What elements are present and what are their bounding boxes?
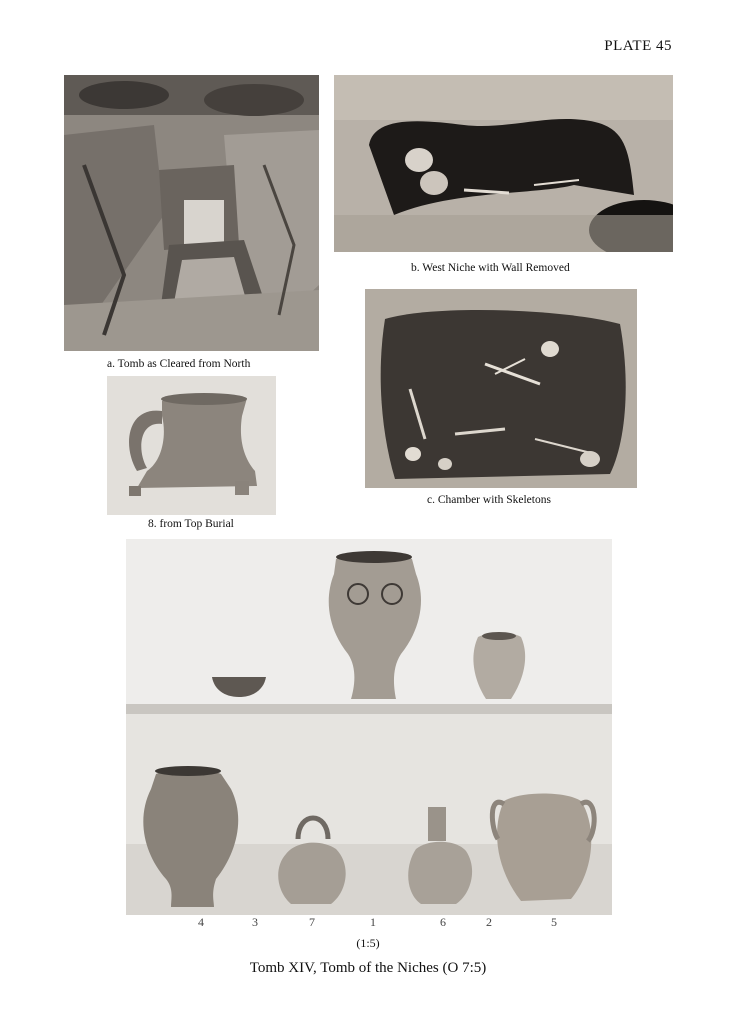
photo-jug (107, 376, 276, 515)
pottery-number: 5 (551, 915, 557, 929)
plate-label: PLATE 45 (604, 38, 672, 54)
pottery-number: 6 (440, 915, 446, 929)
pottery-number-row (0, 915, 736, 933)
photo-west-niche (334, 75, 673, 252)
caption-tomb-cleared: a. Tomb as Cleared from North (107, 358, 251, 370)
pottery-number: 7 (309, 915, 315, 929)
photo-chamber-skeletons (365, 289, 637, 488)
caption-west-niche: b. West Niche with Wall Removed (411, 262, 570, 274)
scale-label: (1:5) (356, 936, 380, 950)
caption-jug: 8. from Top Burial (148, 518, 234, 530)
pottery-number: 1 (370, 915, 376, 929)
plate-title: Tomb XIV, Tomb of the Niches (O 7:5) (249, 960, 487, 976)
pottery-number: 3 (252, 915, 258, 929)
photo-tomb-cleared (64, 75, 319, 351)
photo-pottery-group (126, 539, 612, 915)
pottery-number: 4 (198, 915, 204, 929)
pottery-number: 2 (486, 915, 492, 929)
caption-chamber-skeletons: c. Chamber with Skeletons (427, 494, 551, 506)
